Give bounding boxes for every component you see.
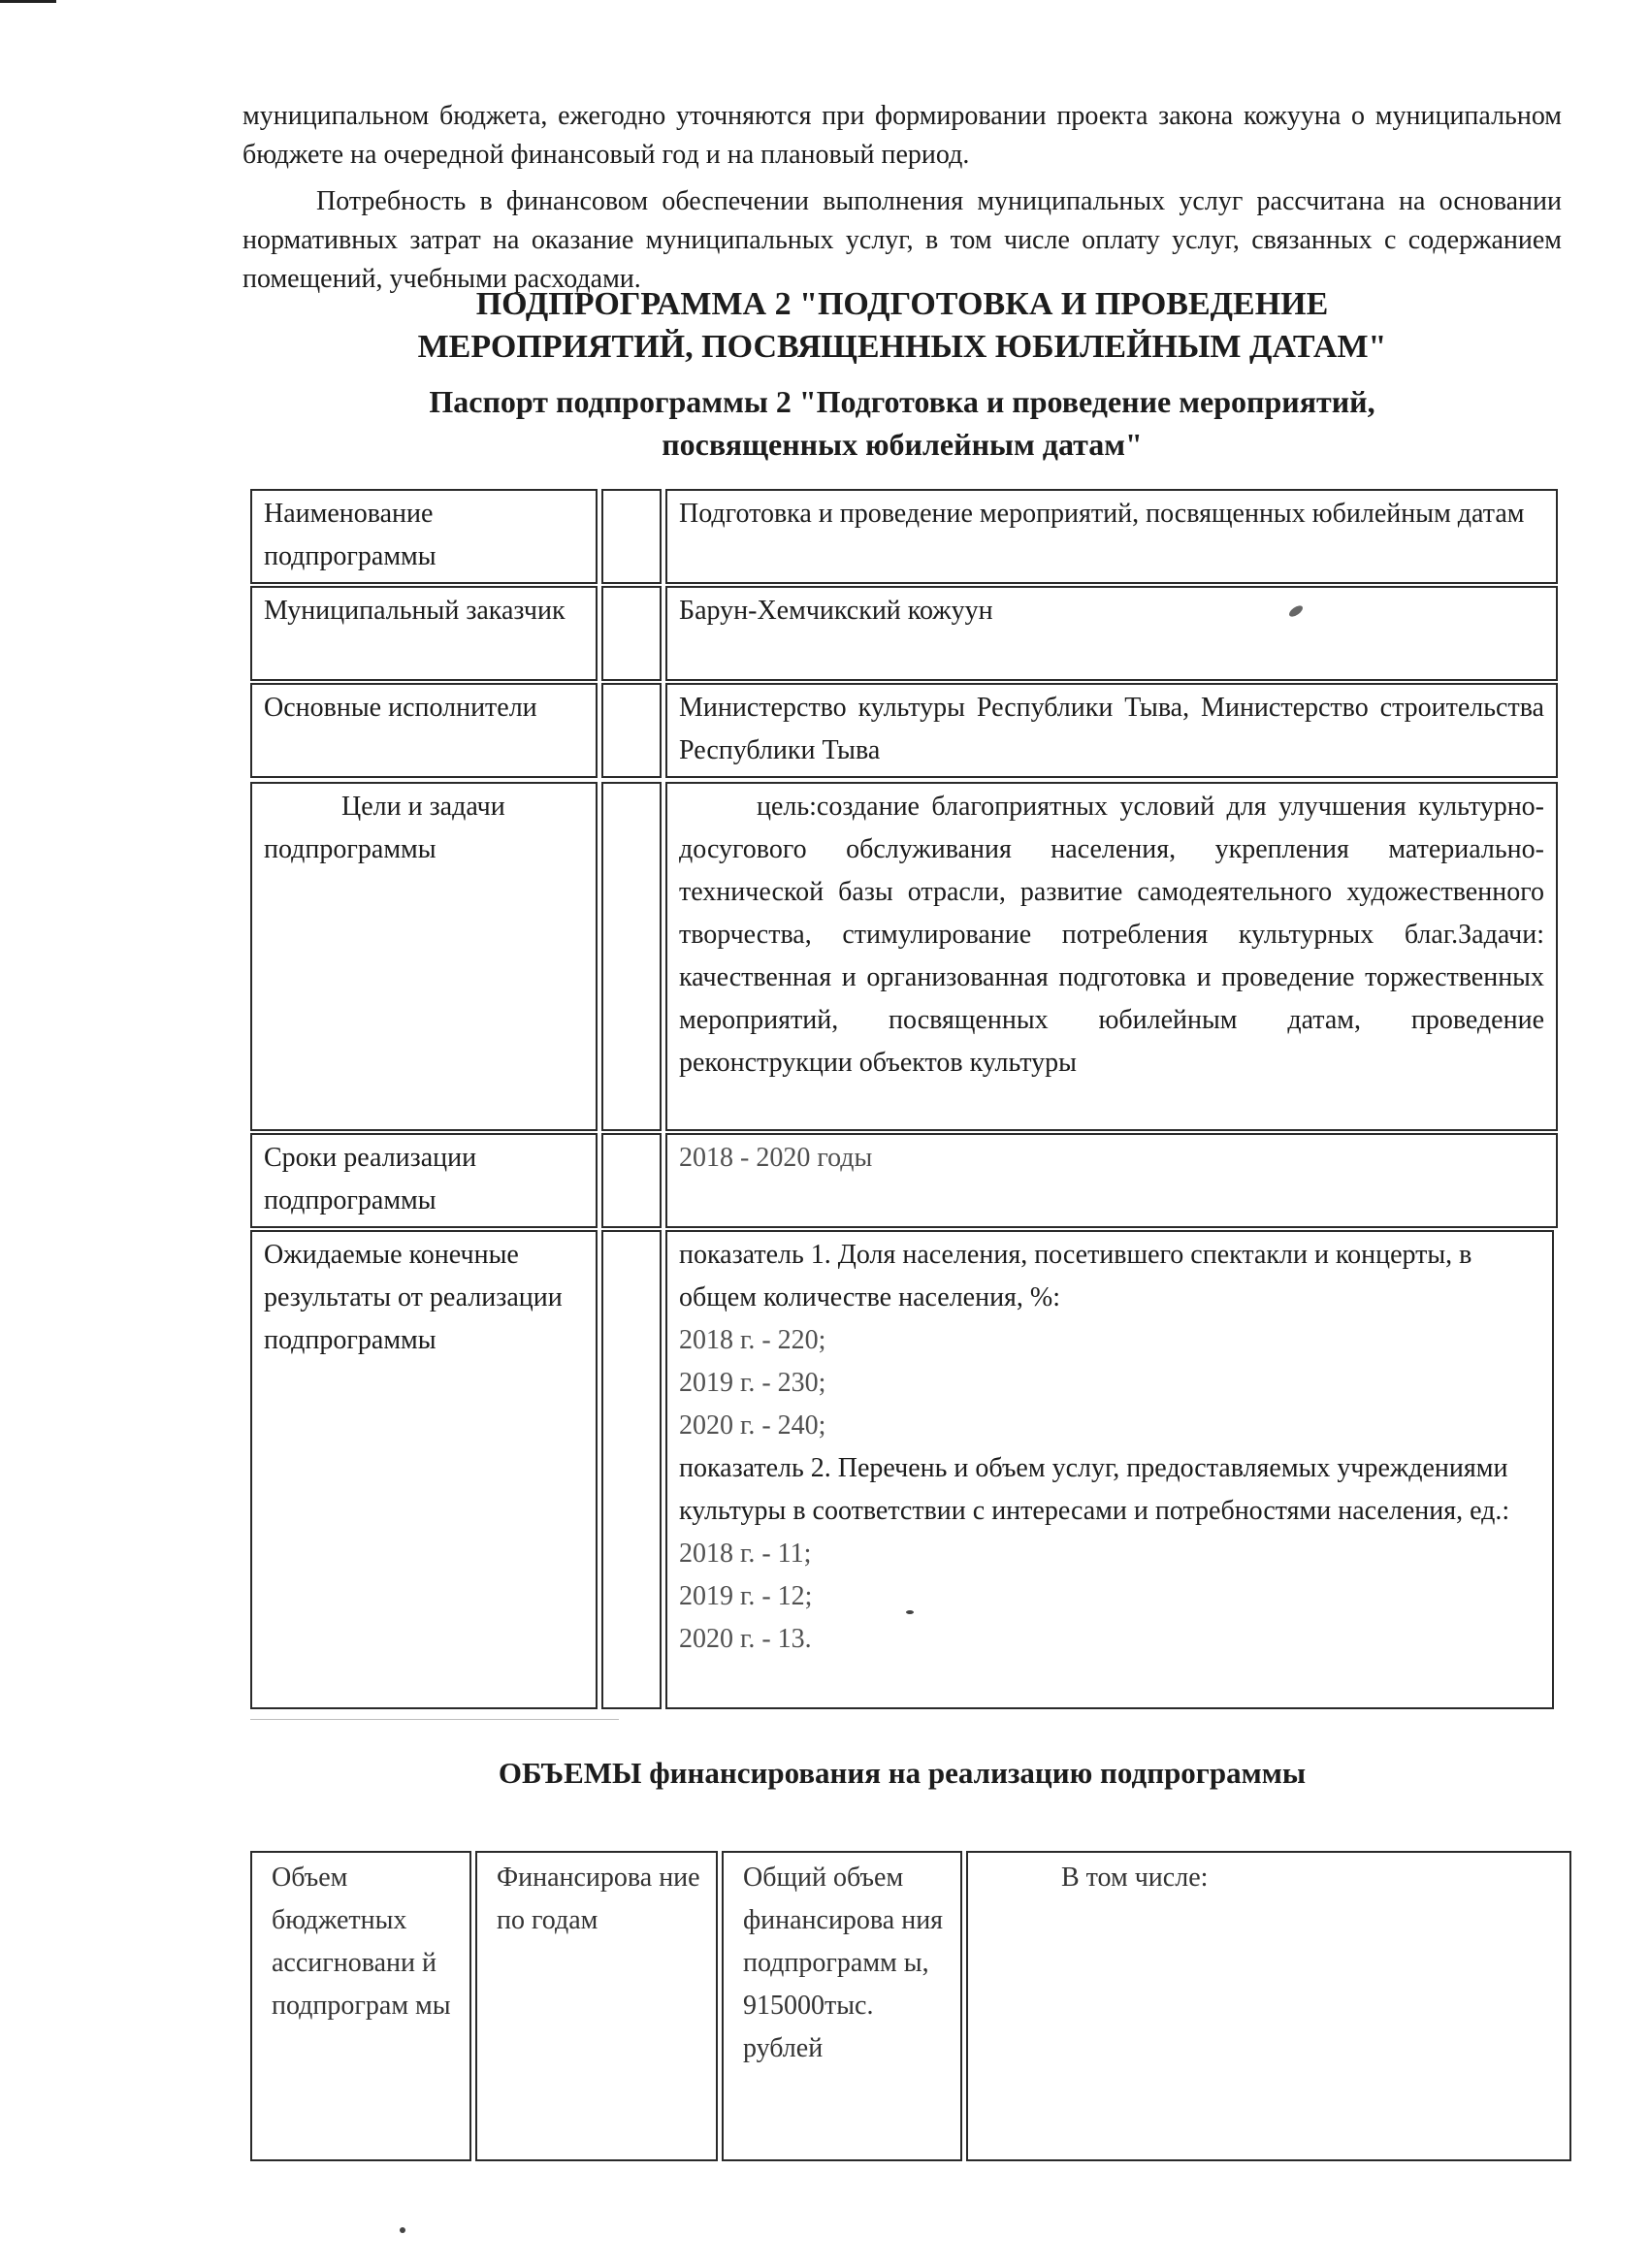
passport-label-name: Наименование подпрограммы: [250, 489, 598, 584]
indicator-2-value-2018: 2018 г. - 11;: [679, 1539, 812, 1569]
passport-value-name: Подготовка и проведение мероприятий, посвященных юбилейным датам: [665, 489, 1558, 584]
funding-header-total-volume: Общий объем финансирова ния подпрограмм ы, 915000тыс. рублей: [722, 1851, 962, 2161]
indicator-2-value-2020: 2020 г. - 13.: [679, 1624, 812, 1654]
intro-paragraph-2: Потребность в финансовом обеспечении выполнения муниципальных услуг рассчитана на основании нормативных затрат на оказание муниципальных услуг, в том числе оплату услуг, связанных с содержанием помещений, учебными расходами.: [242, 186, 1562, 294]
intro-paragraph-1: муниципальном бюджета, ежегодно уточняются при формировании проекта закона кожууна о муниципальном бюджете на очередной финансовый год и на плановый период.: [242, 101, 1562, 170]
indicator-1-text: показатель 1. Доля населения, посетившего спектакли и концерты, в общем количестве населения, %:: [679, 1240, 1472, 1312]
funding-header-budget-volume: Объем бюджетных ассигновани й подпрограм мы: [250, 1851, 471, 2161]
passport-empty-cell: [601, 1230, 662, 1709]
passport-empty-cell: [601, 586, 662, 681]
passport-row-name: [250, 489, 1558, 584]
subprogram-heading: [242, 283, 1562, 369]
passport-heading: [242, 380, 1562, 466]
funding-header-by-years: Финансирова ние по годам: [475, 1851, 718, 2161]
funding-table: [250, 1851, 1571, 2161]
indicator-2-value-2019: 2019 г. - 12;: [679, 1581, 813, 1611]
passport-row-goals: [250, 782, 1558, 1131]
scan-edge-mark: [0, 0, 56, 3]
passport-heading-line-2: посвященных юбилейным датам": [662, 427, 1143, 462]
passport-value-customer: Барун-Хемчикский кожуун: [665, 586, 1558, 681]
passport-value-period: 2018 - 2020 годы: [665, 1133, 1558, 1228]
passport-row-period: [250, 1133, 1558, 1228]
passport-label-results: Ожидаемые конечные результаты от реализации подпрограммы: [250, 1230, 598, 1709]
passport-label-customer: Муниципальный заказчик: [250, 586, 598, 681]
scan-dot-mark: [400, 2227, 405, 2233]
subprogram-heading-line-2: МЕРОПРИЯТИЙ, ПОСВЯЩЕННЫХ ЮБИЛЕЙНЫМ ДАТАМ": [417, 329, 1387, 365]
passport-value-goals: цель:создание благоприятных условий для улучшения культурно-досугового обслуживания населения, укрепления материально-технической базы отрасли, развитие самодеятельного художественного творчества, стимулирование потребления культурных благ.Задачи: качественная и организованная подготовка и проведение торжественных мероприятий, посвященных юбилейным датам, проведение реконструкции объектов культуры: [665, 782, 1558, 1131]
passport-value-results: [665, 1230, 1554, 1709]
indicator-2-text: показатель 2. Перечень и объем услуг, предоставляемых учреждениями культуры в соответствии с интересами и потребностями населения, ед.:: [679, 1453, 1510, 1526]
passport-label-executors: Основные исполнители: [250, 683, 598, 778]
indicator-1-value-2018: 2018 г. - 220;: [679, 1325, 826, 1355]
funding-header-including: В том числе:: [966, 1851, 1571, 2161]
passport-empty-cell: [601, 489, 662, 584]
funding-heading: ОБЪЕМЫ финансирования на реализацию подпрограммы: [498, 1756, 1307, 1790]
passport-row-executors: [250, 683, 1558, 778]
subprogram-heading-line-1: ПОДПРОГРАММА 2 "ПОДГОТОВКА И ПРОВЕДЕНИЕ: [475, 286, 1329, 322]
passport-row-results: [250, 1230, 1554, 1709]
passport-value-executors: Министерство культуры Республики Тыва, Министерство строительства Республики Тыва: [665, 683, 1558, 778]
scan-artifact-line: [250, 1719, 619, 1720]
indicator-1-value-2019: 2019 г. - 230;: [679, 1368, 826, 1398]
passport-heading-line-1: Паспорт подпрограммы 2 "Подготовка и проведение мероприятий,: [429, 384, 1375, 419]
passport-label-goals: Цели и задачи подпрограммы: [250, 782, 598, 1131]
scan-dot-mark: [906, 1610, 914, 1614]
passport-label-period: Сроки реализации подпрограммы: [250, 1133, 598, 1228]
indicator-1-value-2020: 2020 г. - 240;: [679, 1410, 826, 1441]
passport-row-customer: [250, 586, 1558, 681]
passport-empty-cell: [601, 683, 662, 778]
passport-empty-cell: [601, 782, 662, 1131]
passport-empty-cell: [601, 1133, 662, 1228]
